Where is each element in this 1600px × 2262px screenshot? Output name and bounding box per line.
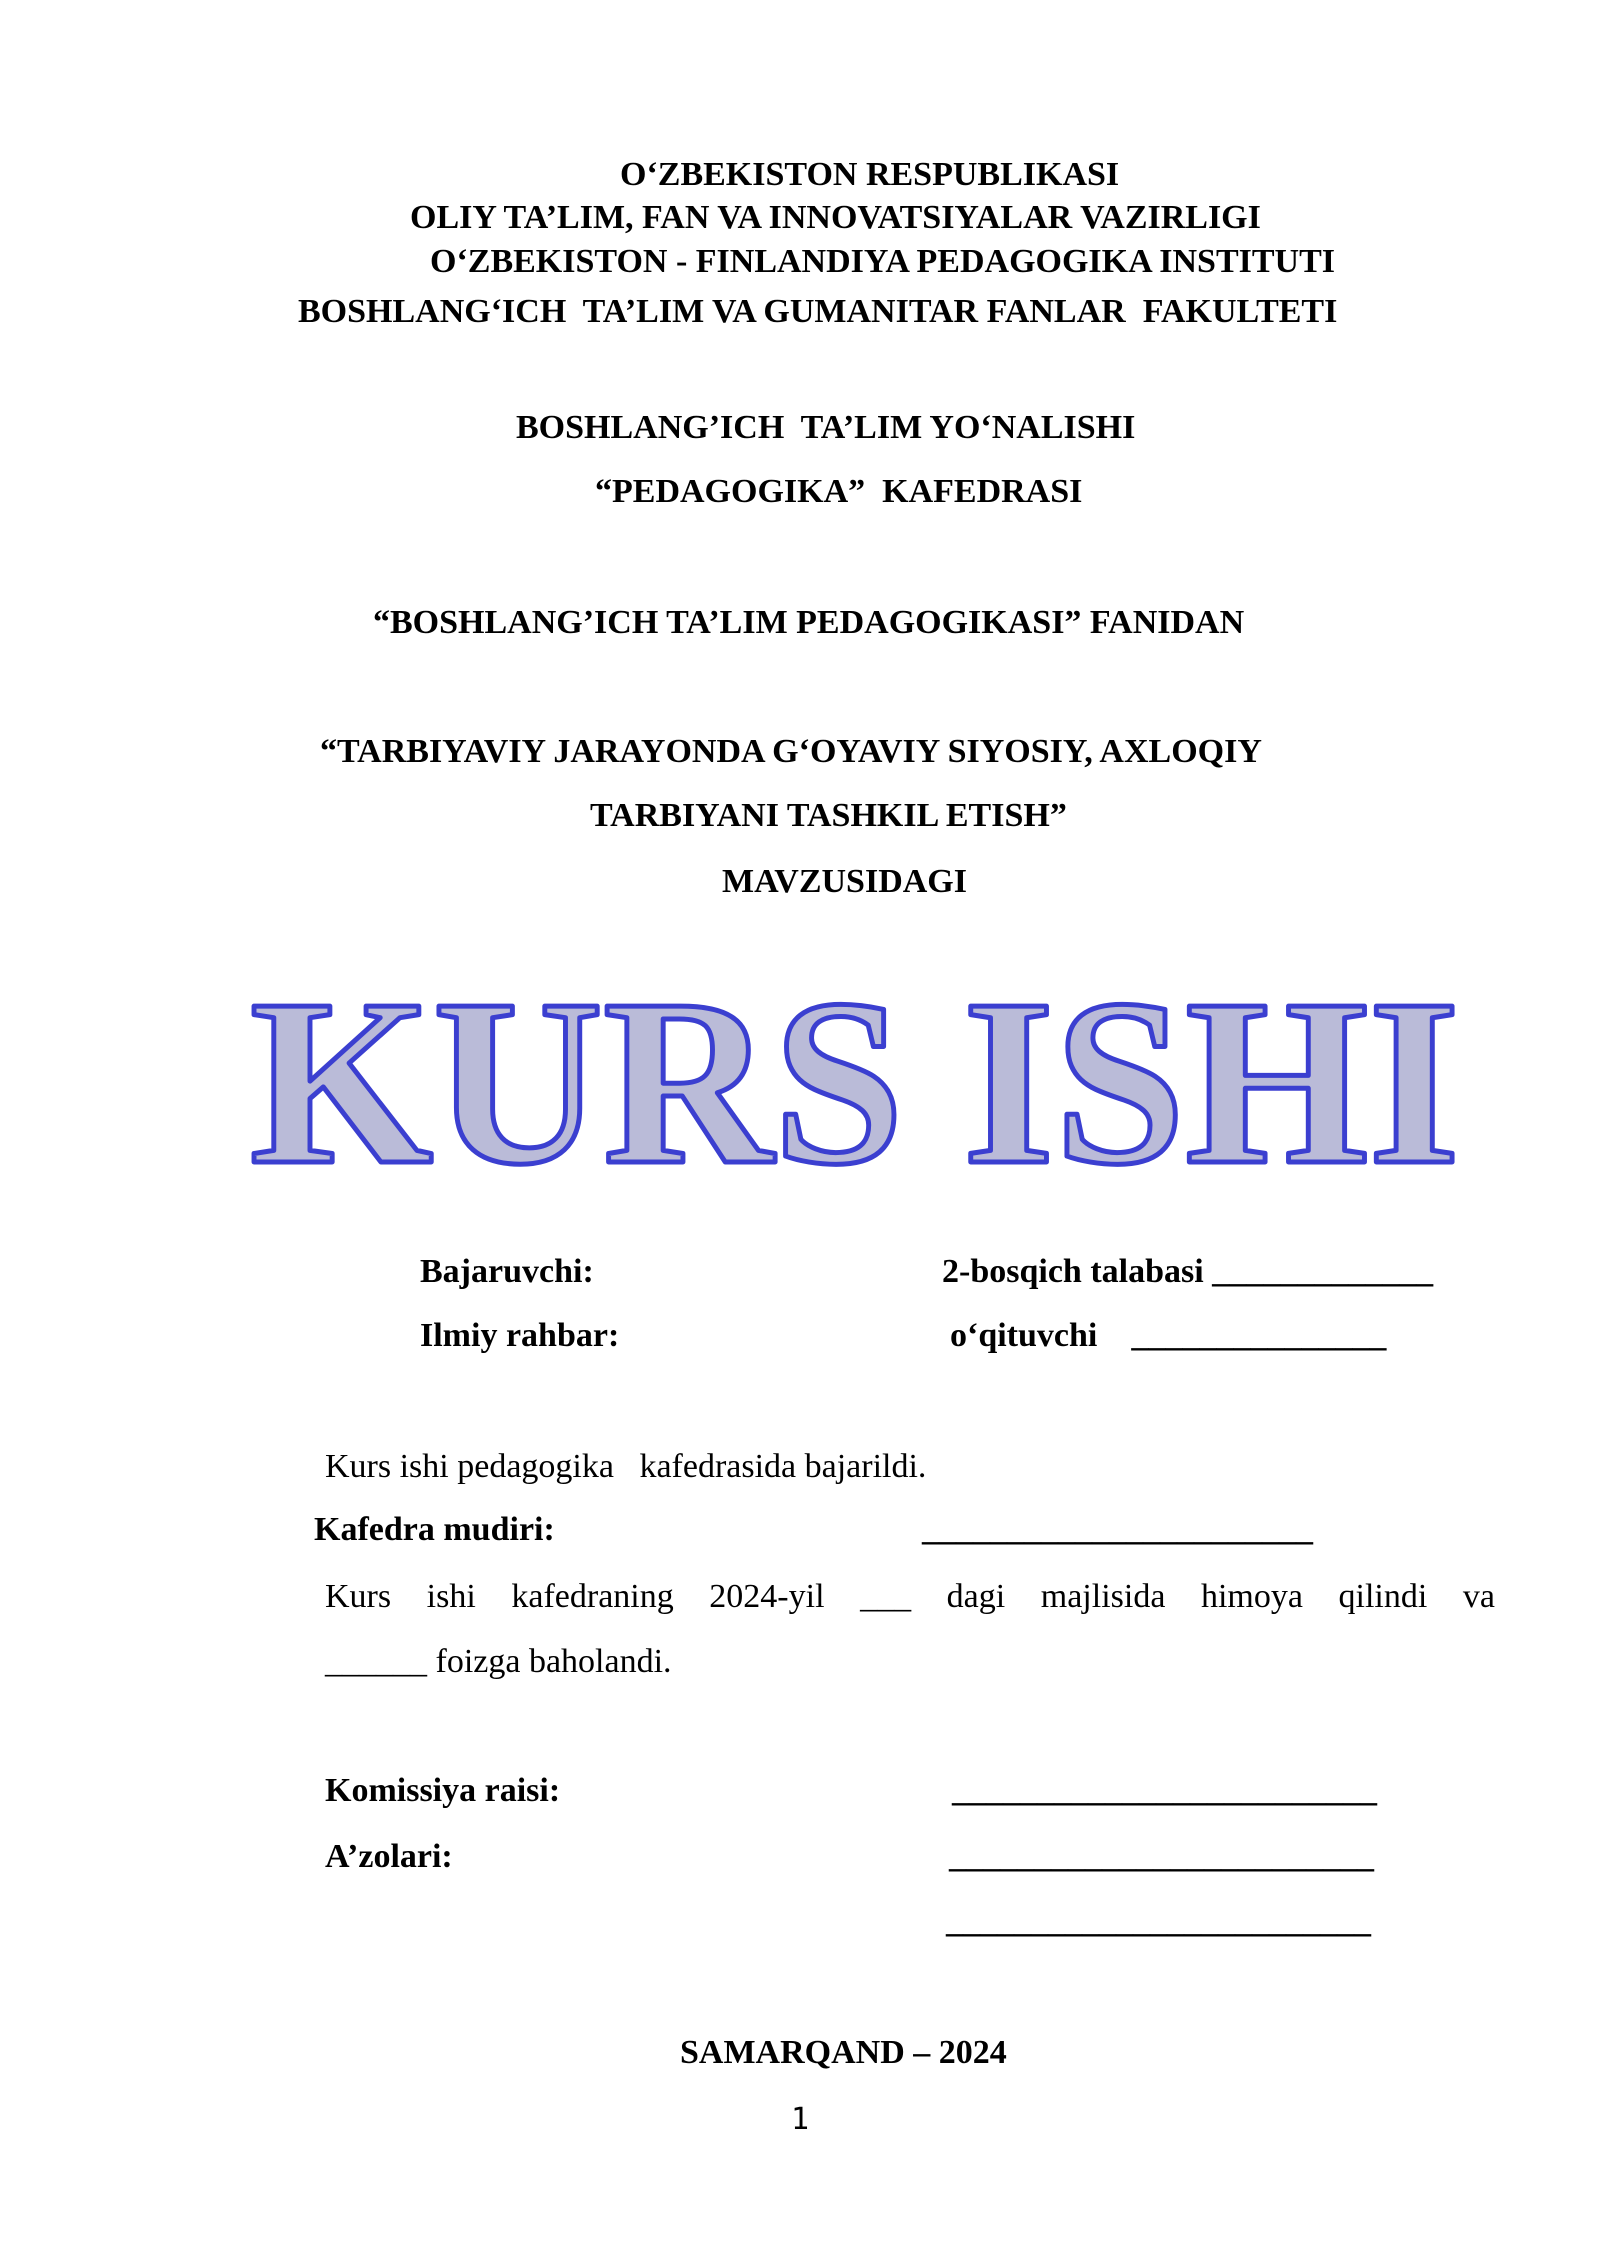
- direction-line: BOSHLANG’ICH TA’LIM YO‘NALISHI: [516, 409, 1136, 446]
- commission-chair-signature-line: _________________________: [952, 1772, 1377, 1809]
- head-of-department-label: Kafedra mudiri:: [314, 1511, 555, 1548]
- kurs-ishi-title-text: KURS ISHI: [250, 951, 1460, 1190]
- subject-line: “BOSHLANG’ICH TA’LIM PEDAGOGIKASI” FANIDAN: [373, 604, 1245, 641]
- city-year: SAMARQAND – 2024: [680, 2034, 1007, 2071]
- header-line-1: O‘ZBEKISTON RESPUBLIKASI: [620, 156, 1120, 193]
- executor-label: Bajaruvchi:: [420, 1253, 594, 1290]
- executor-value: 2-bosqich talabasi _____________: [942, 1253, 1434, 1290]
- topic-line-2: TARBIYANI TASHKIL ETISH”: [590, 797, 1067, 834]
- topic-line-3: MAVZUSIDAGI: [722, 863, 967, 900]
- defense-note-line-2: ______ foizga baholandi.: [325, 1643, 672, 1680]
- head-of-department-signature-line: _______________________: [922, 1511, 1313, 1548]
- advisor-label: Ilmiy rahbar:: [420, 1317, 620, 1354]
- commission-members-label: A’zolari:: [325, 1838, 453, 1875]
- commission-member-signature-line-1: _________________________: [949, 1838, 1374, 1875]
- topic-line-1: “TARBIYAVIY JARAYONDA G‘OYAVIY SIYOSIY, AXLOQIY: [320, 733, 1262, 770]
- header-line-3: O‘ZBEKISTON - FINLANDIYA PEDAGOGIKA INSTITUTI: [430, 243, 1336, 280]
- header-line-4: BOSHLANG‘ICH TA’LIM VA GUMANITAR FANLAR FAKULTETI: [298, 293, 1338, 330]
- page-number: 1: [790, 2102, 810, 2137]
- header-line-2: OLIY TA’LIM, FAN VA INNOVATSIYALAR VAZIRLIGI: [410, 199, 1261, 236]
- defense-note-line-1: Kurs ishi kafedraning 2024-yil ___ dagi majlisida himoya qilindi va: [325, 1578, 1495, 1615]
- kurs-ishi-title: [0, 950, 1600, 1190]
- department-line: “PEDAGOGIKA” KAFEDRASI: [595, 473, 1083, 510]
- commission-chair-label: Komissiya raisi:: [325, 1772, 561, 1809]
- advisor-value: o‘qituvchi _______________: [950, 1317, 1387, 1354]
- commission-member-signature-line-2: _________________________: [946, 1903, 1371, 1940]
- completion-note: Kurs ishi pedagogika kafedrasida bajarildi.: [325, 1448, 927, 1485]
